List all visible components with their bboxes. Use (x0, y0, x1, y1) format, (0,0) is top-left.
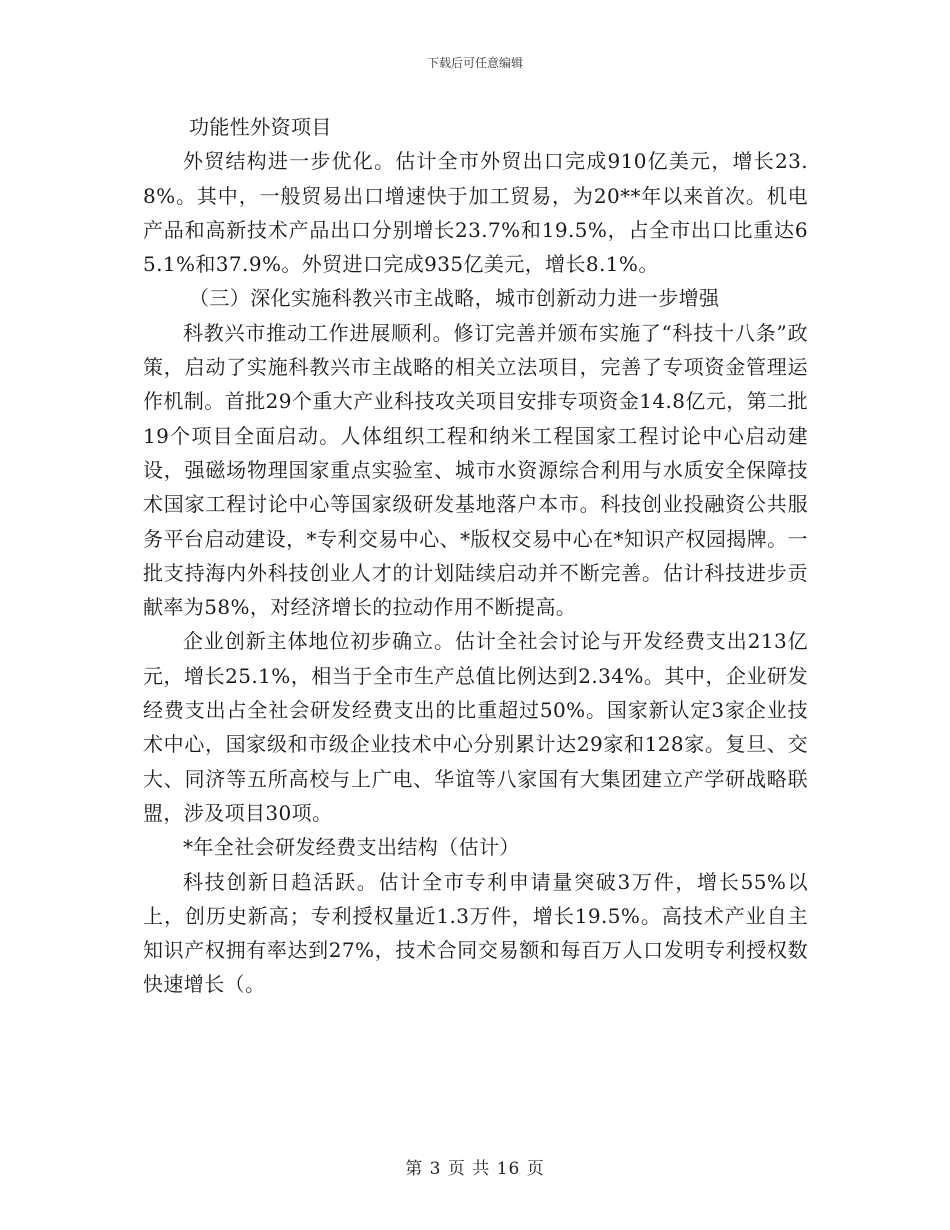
continued-line: 功能性外资项目 (189, 115, 332, 139)
chart-caption: *年全社会研发经费支出结构（估计） (183, 835, 520, 860)
paragraph-foreign-trade: 外贸结构进一步优化。估计全市外贸出口完成910亿美元，增长23.8%。其中，一般贸易出口增速快于加工贸易，为20**年以来首次。机电产品和高新技术产品出口分别增长23.7%和19.5%，占全市出口比重达65.1%和37.9%。外贸进口完成935亿美元，增长8.1%。 (143, 149, 808, 277)
paragraph-tech-innovation: 科技创新日趋活跃。估计全市专利申请量突破3万件，增长55%以上，创历史新高；专利授权量近1.3万件，增长19.5%。高技术产业自主知识产权拥有率达到27%，技术合同交易额和每百万人口发明专利授权数快速增长（。 (143, 869, 808, 997)
document-body (143, 110, 808, 1002)
page-header-note: 下载后可任意编辑 (426, 56, 523, 70)
page-number: 第 3 页 共 16 页 (405, 1159, 545, 1179)
paragraph-enterprise-innovation: 企业创新主体地位初步确立。估计全社会讨论与开发经费支出213亿元，增长25.1%，相当于全市生产总值比例达到2.34%。其中，企业研发经费支出占全社会研发经费支出的比重超过50%。国家新认定3家企业技术中心，国家级和市级企业技术中心分别累计达29家和128家。复旦、交大、同济等五所高校与上广电、华谊等八家国有大集团建立产学研战略联盟，涉及项目30项。 (143, 629, 808, 825)
section-heading: （三）深化实施科教兴市主战略，城市创新动力进一步增强 (189, 286, 720, 311)
paragraph-science-education: 科教兴市推动工作进展顺利。修订完善并颁布实施了“科技十八条”政策，启动了实施科教兴市主战略的相关立法项目，完善了专项资金管理运作机制。首批29个重大产业科技攻关项目安排专项资金14.8亿元，第二批19个项目全面启动。人体组织工程和纳米工程国家工程讨论中心启动建设，强磁场物理国家重点实验室、城市水资源综合利用与水质安全保障技术国家工程讨论中心等国家级研发基地落户本市。科技创业投融资公共服务平台启动建设，*专利交易中心、*版权交易中心在*知识产权园揭牌。一批支持海内外科技创业人才的计划陆续启动并不断完善。估计科技进步贡献率为58%，对经济增长的拉动作用不断提高。 (143, 320, 808, 620)
